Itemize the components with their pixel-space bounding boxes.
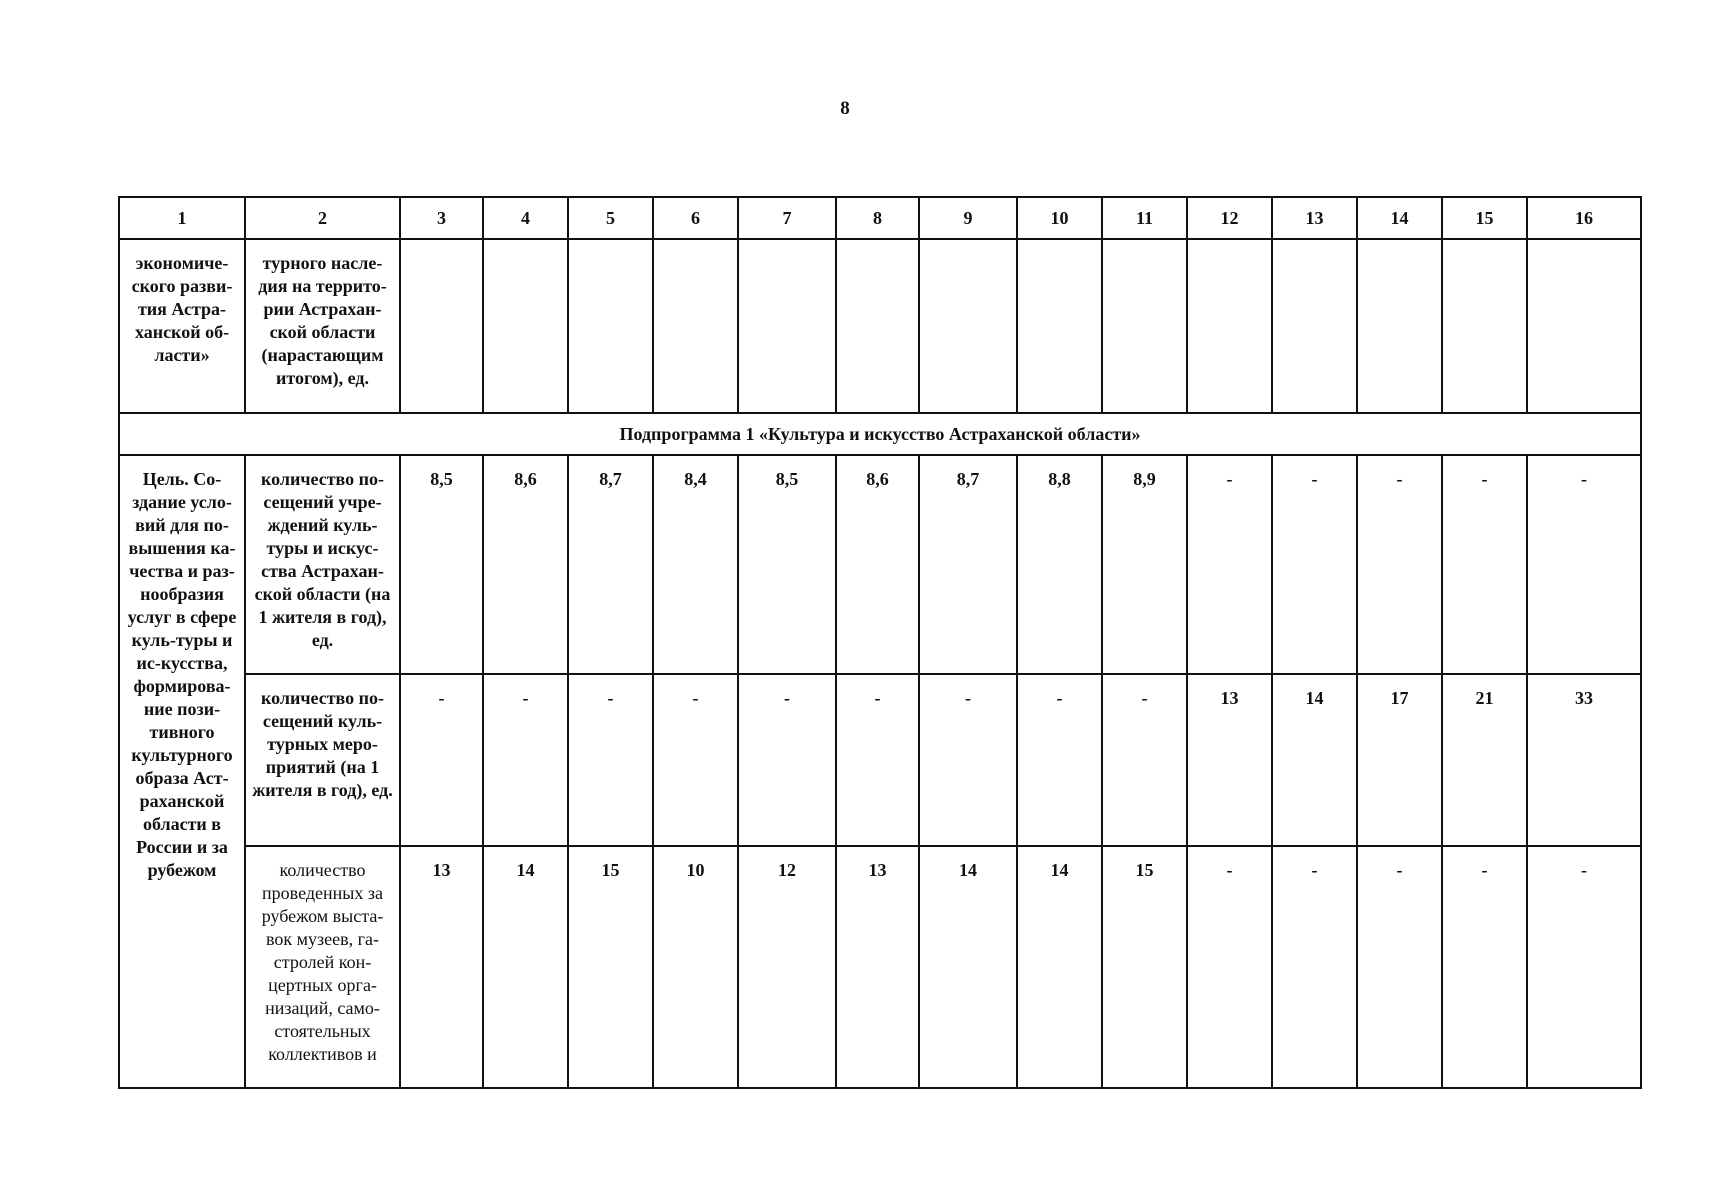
column-number-header: 8 — [836, 197, 919, 239]
value-cell: - — [1187, 846, 1272, 1088]
column-number-header: 10 — [1017, 197, 1102, 239]
value-cell: 10 — [653, 846, 738, 1088]
value-cell: - — [1442, 846, 1527, 1088]
value-cell: - — [1187, 455, 1272, 674]
value-cell: 21 — [1442, 674, 1527, 846]
value-cell: - — [1357, 846, 1442, 1088]
indicator-cell: турного насле-дия на террито-рии Астрахан-ской области (нарастающим итогом), ед. — [245, 239, 400, 413]
column-numbers-row — [119, 197, 1641, 239]
value-cell: 8,5 — [738, 455, 836, 674]
column-number-header: 1 — [119, 197, 245, 239]
value-cell: - — [400, 674, 483, 846]
value-cell: - — [568, 674, 653, 846]
value-cell: - — [1272, 455, 1357, 674]
value-cell: 8,7 — [919, 455, 1017, 674]
subprogram-row — [119, 413, 1641, 455]
column-number-header: 4 — [483, 197, 568, 239]
table-row — [119, 239, 1641, 413]
value-cell: 13 — [400, 846, 483, 1088]
table-row — [119, 674, 1641, 846]
column-number-header: 5 — [568, 197, 653, 239]
column-number-header: 2 — [245, 197, 400, 239]
column-number-header: 6 — [653, 197, 738, 239]
value-cell: - — [1442, 455, 1527, 674]
value-cell: - — [1527, 455, 1641, 674]
value-cell: 8,7 — [568, 455, 653, 674]
column-number-header: 15 — [1442, 197, 1527, 239]
column-number-header: 3 — [400, 197, 483, 239]
value-cell: 17 — [1357, 674, 1442, 846]
table-row — [119, 846, 1641, 1088]
value-cell: 33 — [1527, 674, 1641, 846]
indicators-table — [118, 196, 1642, 1089]
value-cell: - — [836, 674, 919, 846]
column-number-header: 7 — [738, 197, 836, 239]
value-cell: 14 — [1272, 674, 1357, 846]
value-cell: 14 — [1017, 846, 1102, 1088]
value-cell: - — [1272, 846, 1357, 1088]
value-cell: - — [1017, 674, 1102, 846]
goal-cell: Цель. Со-здание усло-вий для по-вышения ка-чества и раз-нообразия услуг в сфере куль-туры и ис-кусства, формирова-ние пози-тивного культурного образа Аст-раханской области в России и за рубежом — [119, 455, 245, 1088]
value-cell: 8,9 — [1102, 455, 1187, 674]
value-cell: - — [1527, 846, 1641, 1088]
column-number-header: 16 — [1527, 197, 1641, 239]
value-cell: 8,5 — [400, 455, 483, 674]
value-cell: 12 — [738, 846, 836, 1088]
value-cell: 13 — [1187, 674, 1272, 846]
value-cell: - — [1102, 674, 1187, 846]
page-number: 8 — [840, 98, 850, 119]
column-number-header: 9 — [919, 197, 1017, 239]
indicator-cell: количество по-сещений учре-ждений куль-туры и искус-ства Астрахан-ской области (на 1 жителя в год), ед. — [245, 455, 400, 674]
value-cell: 8,6 — [836, 455, 919, 674]
column-number-header: 11 — [1102, 197, 1187, 239]
value-cell: 14 — [483, 846, 568, 1088]
value-cell: 8,8 — [1017, 455, 1102, 674]
value-cell: - — [1357, 455, 1442, 674]
column-number-header: 14 — [1357, 197, 1442, 239]
goal-cell: экономиче-ского разви-тия Астра-ханской об-ласти» — [119, 239, 245, 413]
indicator-cell: количество по-сещений куль-турных меро-приятий (на 1 жителя в год), ед. — [245, 674, 400, 846]
column-number-header: 13 — [1272, 197, 1357, 239]
column-number-header: 12 — [1187, 197, 1272, 239]
value-cell: - — [919, 674, 1017, 846]
value-cell: 8,6 — [483, 455, 568, 674]
value-cell: - — [738, 674, 836, 846]
value-cell: - — [653, 674, 738, 846]
value-cell: 8,4 — [653, 455, 738, 674]
value-cell: 15 — [1102, 846, 1187, 1088]
value-cell: - — [483, 674, 568, 846]
indicator-cell: количество проведенных за рубежом выста-вок музеев, га-стролей кон-цертных орга-низаций, само-стоятельных коллективов и — [245, 846, 400, 1088]
subprogram-title: Подпрограмма 1 «Культура и искусство Астраханской области» — [119, 413, 1641, 455]
table-row — [119, 455, 1641, 674]
value-cell: 15 — [568, 846, 653, 1088]
value-cell: 14 — [919, 846, 1017, 1088]
value-cell: 13 — [836, 846, 919, 1088]
